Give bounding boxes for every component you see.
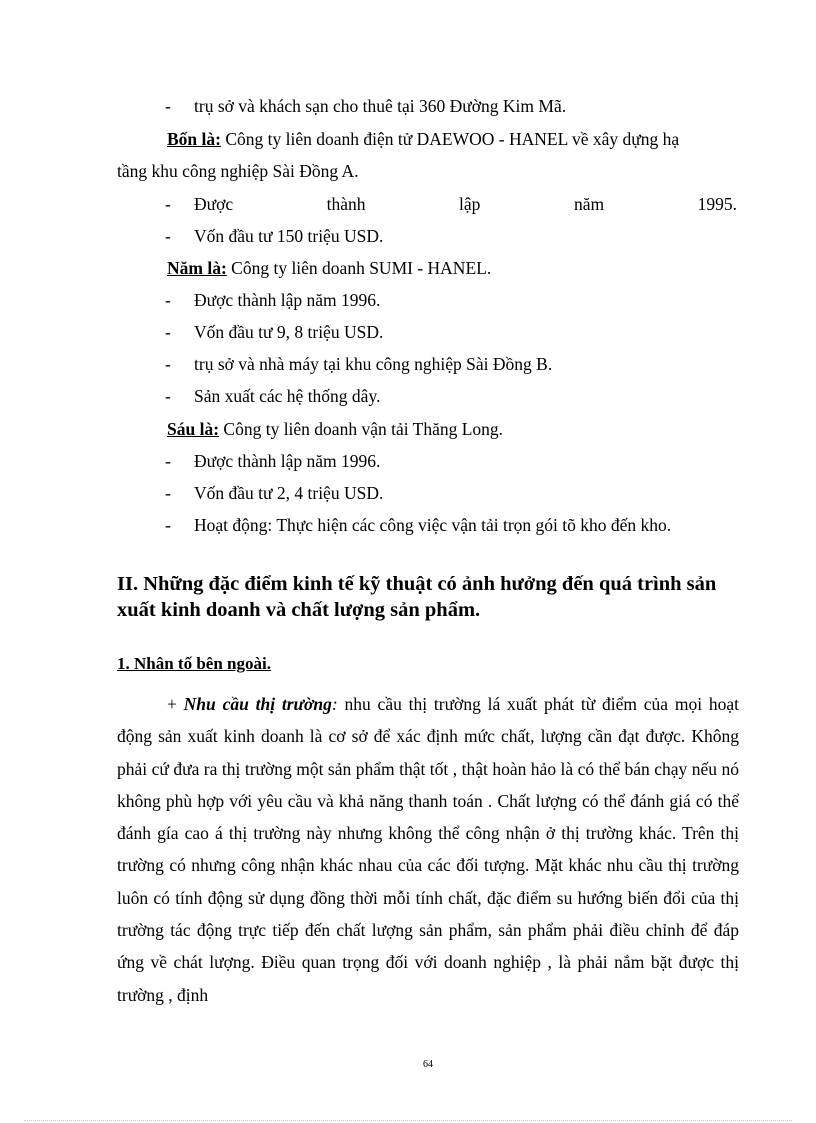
company5-label: Năm là:: [167, 258, 227, 278]
dash-bullet-icon: -: [165, 96, 171, 116]
dash-bullet-icon: -: [165, 451, 171, 471]
dash-bullet-icon: -: [165, 354, 171, 374]
paragraph-term: Nhu cầu thị trường: [183, 694, 332, 714]
dash-bullet-icon: -: [165, 322, 171, 342]
dash-bullet-icon: -: [165, 483, 171, 503]
body-paragraph: + Nhu cầu thị trường: nhu cầu thị trường lá xuất phát từ điểm của mọi hoạt động sản xuất kinh doanh là cơ sở để xác định mức chất, lượng cần đạt được. Không phải cứ đưa ra thị trường một sản phẩm thật tốt , thật hoàn hảo là có thể bán chạy nếu nó không phù hợp với yêu cầu và khả năng thanh toán . Chất lượng có thể đánh giá có thể đánh gía cao á thị trường này nhưng không thể công nhận ở thị trường khác. Trên thị trường có nhưng công nhận khác nhau của các đối tượng. Mặt khác nhu cầu thị trường luôn có tính động sử dụng đồng thời mỗi tính chất, đặc điểm su hướng biến đổi của thị trường tác động trực tiếp đến chất lượng sản phẩm, sản phẩm phải điều chỉnh để đáp ứng về chát lượng. Điều quan trọng đối với doanh nghiệp , là phải nắm bặt được thị trường , định: [117, 694, 740, 1005]
dash-bullet-icon: -: [165, 194, 171, 214]
company4-line2: tầng khu công nghiệp Sài Đồng A.: [117, 161, 359, 181]
subheading: 1. Nhân tố bên ngoài.: [117, 654, 271, 673]
page-number: 64: [423, 1059, 433, 1070]
company6-label: Sáu là:: [167, 419, 220, 439]
company4-text-line1: Công ty liên doanh điện tử DAEWOO - HANEL về xây dựng hạ: [220, 129, 680, 149]
company6-line: Sáu là: Công ty liên doanh vận tải Thăng Long.: [167, 419, 504, 439]
section-heading: II. Những đặc điểm kinh tế kỹ thuật có ảnh hưởng đến quá trình sản xuất kinh doanh và chất lượng sản phẩm.: [117, 573, 717, 621]
company4-founded: Được thành lập năm 1995.: [194, 194, 737, 214]
dash-bullet-icon: -: [165, 290, 171, 310]
dash-bullet-icon: -: [165, 515, 171, 535]
company4-label: Bốn là:: [167, 129, 221, 149]
page-bottom-divider: [24, 1120, 792, 1121]
dash-bullet-icon: -: [165, 386, 171, 406]
company5-line: Năm là: Công ty liên doanh SUMI - HANEL.: [167, 258, 492, 278]
company4-line1: [167, 128, 739, 150]
document-page: - trụ sở và khách sạn cho thuê tại 360 Đường Kim Mã. Bốn là: Công ty liên doanh điện tử DAEWOO - HANEL về xây dựng hạ tầng khu công nghiệp Sài Đồng A. - Được thành lập năm 1995. - Vốn đầu tư 150 triệu USD. Năm là: Công ty liên doanh SUMI - HANEL. - Được thành lập năm 1996. - Vốn đầu tư 9, 8 triệu USD. - trụ sở và nhà máy tại khu công nghiệp Sài Đồng B. - Sản xuất các hệ thống dây. Sáu là: Công ty liên doanh vận tải Thăng Long. - Được thành lập năm 1996. - Vốn đầu tư 2, 4 triệu USD. - Hoạt động: Thực hiện các công việc vận tải trọn gói tõ kho đến kho. II. Những đặc điểm kinh tế kỹ thuật có ảnh hưởng đến quá trình sản xuất kinh doanh và chất lượng sản phẩm. 1. Nhân tố bên ngoài. + Nhu cầu thị trường: nhu cầu thị trường lá xuất phát từ điểm của mọi hoạt động sản xuất kinh doanh là cơ sở để xác định mức chất, lượng cần đạt được. Không phải cứ đưa ra thị trường một sản phẩm thật tốt , thật hoàn hảo là có thể bán chạy nếu nó không phù hợp với yêu cầu và khả năng thanh toán . Chất lượng có thể đánh giá có thể đánh gía cao á thị trường này nhưng không thể công nhận ở thị trường khác. Trên thị trường có nhưng công nhận khác nhau của các đối tượng. Mặt khác nhu cầu thị trường luôn có tính động sử dụng đồng thời mỗi tính chất, đặc điểm su hướng biến đổi của thị trường tác động trực tiếp đến chất lượng sản phẩm, sản phẩm phải điều chỉnh để đáp ứng về chát lượng. Điều quan trọng đối với doanh nghiệp , là phải nắm bặt được thị trường , định 64: [0, 0, 816, 1123]
dash-bullet-icon: -: [165, 226, 171, 246]
